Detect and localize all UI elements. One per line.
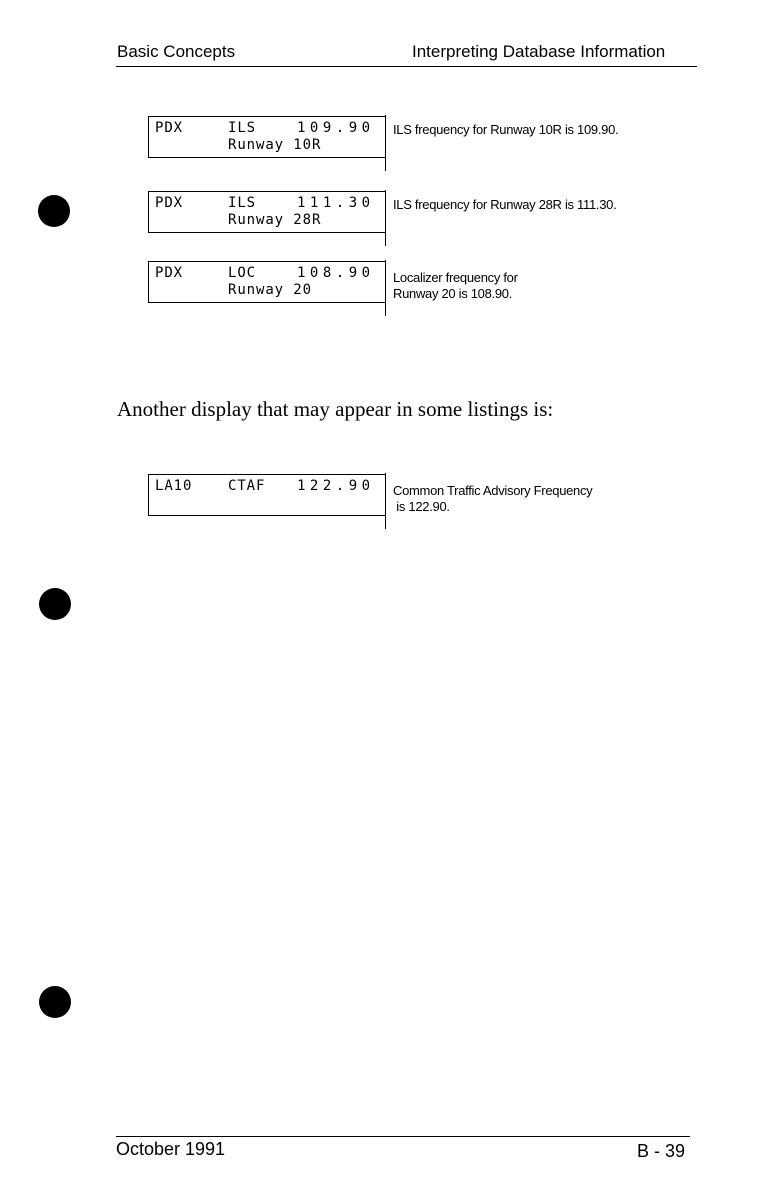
footer-rule (116, 1136, 690, 1137)
lcd-frequency: 108.90 (297, 265, 375, 281)
lcd-runway: Runway 10R (228, 137, 322, 153)
display-description (393, 197, 616, 213)
description-line: Localizer frequency for (393, 270, 518, 285)
page-number: B - 39 (637, 1141, 686, 1161)
display-description (393, 270, 518, 302)
body-paragraph: Another display that may appear in some listings is: (117, 397, 554, 421)
display-description (393, 122, 618, 138)
lcd-identifier: PDX (155, 120, 183, 136)
lcd-display (148, 474, 385, 516)
lcd-frequency: 111.30 (297, 195, 375, 211)
lcd-identifier: LA10 (155, 478, 193, 494)
description-line: ILS frequency for Runway 10R is 109.90. (393, 122, 619, 137)
lcd-display (148, 191, 385, 233)
lcd-identifier: PDX (155, 195, 183, 211)
lcd-type: ILS (228, 120, 256, 136)
lcd-runway: Runway 28R (228, 212, 322, 228)
lcd-identifier: PDX (155, 265, 183, 281)
lcd-type: ILS (228, 195, 256, 211)
lcd-frequency: 122.90 (297, 478, 375, 494)
lcd-display (148, 116, 385, 158)
display-description (393, 483, 592, 515)
lcd-frequency: 109.90 (297, 120, 375, 136)
lcd-type: LOC (228, 265, 256, 281)
lcd-display (148, 261, 385, 303)
description-line: is 122.90. (393, 499, 450, 514)
binder-hole-icon (38, 195, 70, 227)
header-rule (116, 66, 697, 67)
binder-hole-icon (39, 986, 71, 1018)
description-line: Common Traffic Advisory Frequency (393, 483, 593, 498)
lcd-type: CTAF (228, 478, 266, 494)
header-chapter-title: Interpreting Database Information (412, 42, 666, 61)
description-line: Runway 20 is 108.90. (393, 286, 513, 301)
binder-hole-icon (39, 588, 71, 620)
description-line: ILS frequency for Runway 28R is 111.30. (393, 197, 617, 212)
footer-date: October 1991 (116, 1139, 226, 1159)
lcd-runway: Runway 20 (228, 282, 312, 298)
header-section-title: Basic Concepts (117, 42, 236, 61)
